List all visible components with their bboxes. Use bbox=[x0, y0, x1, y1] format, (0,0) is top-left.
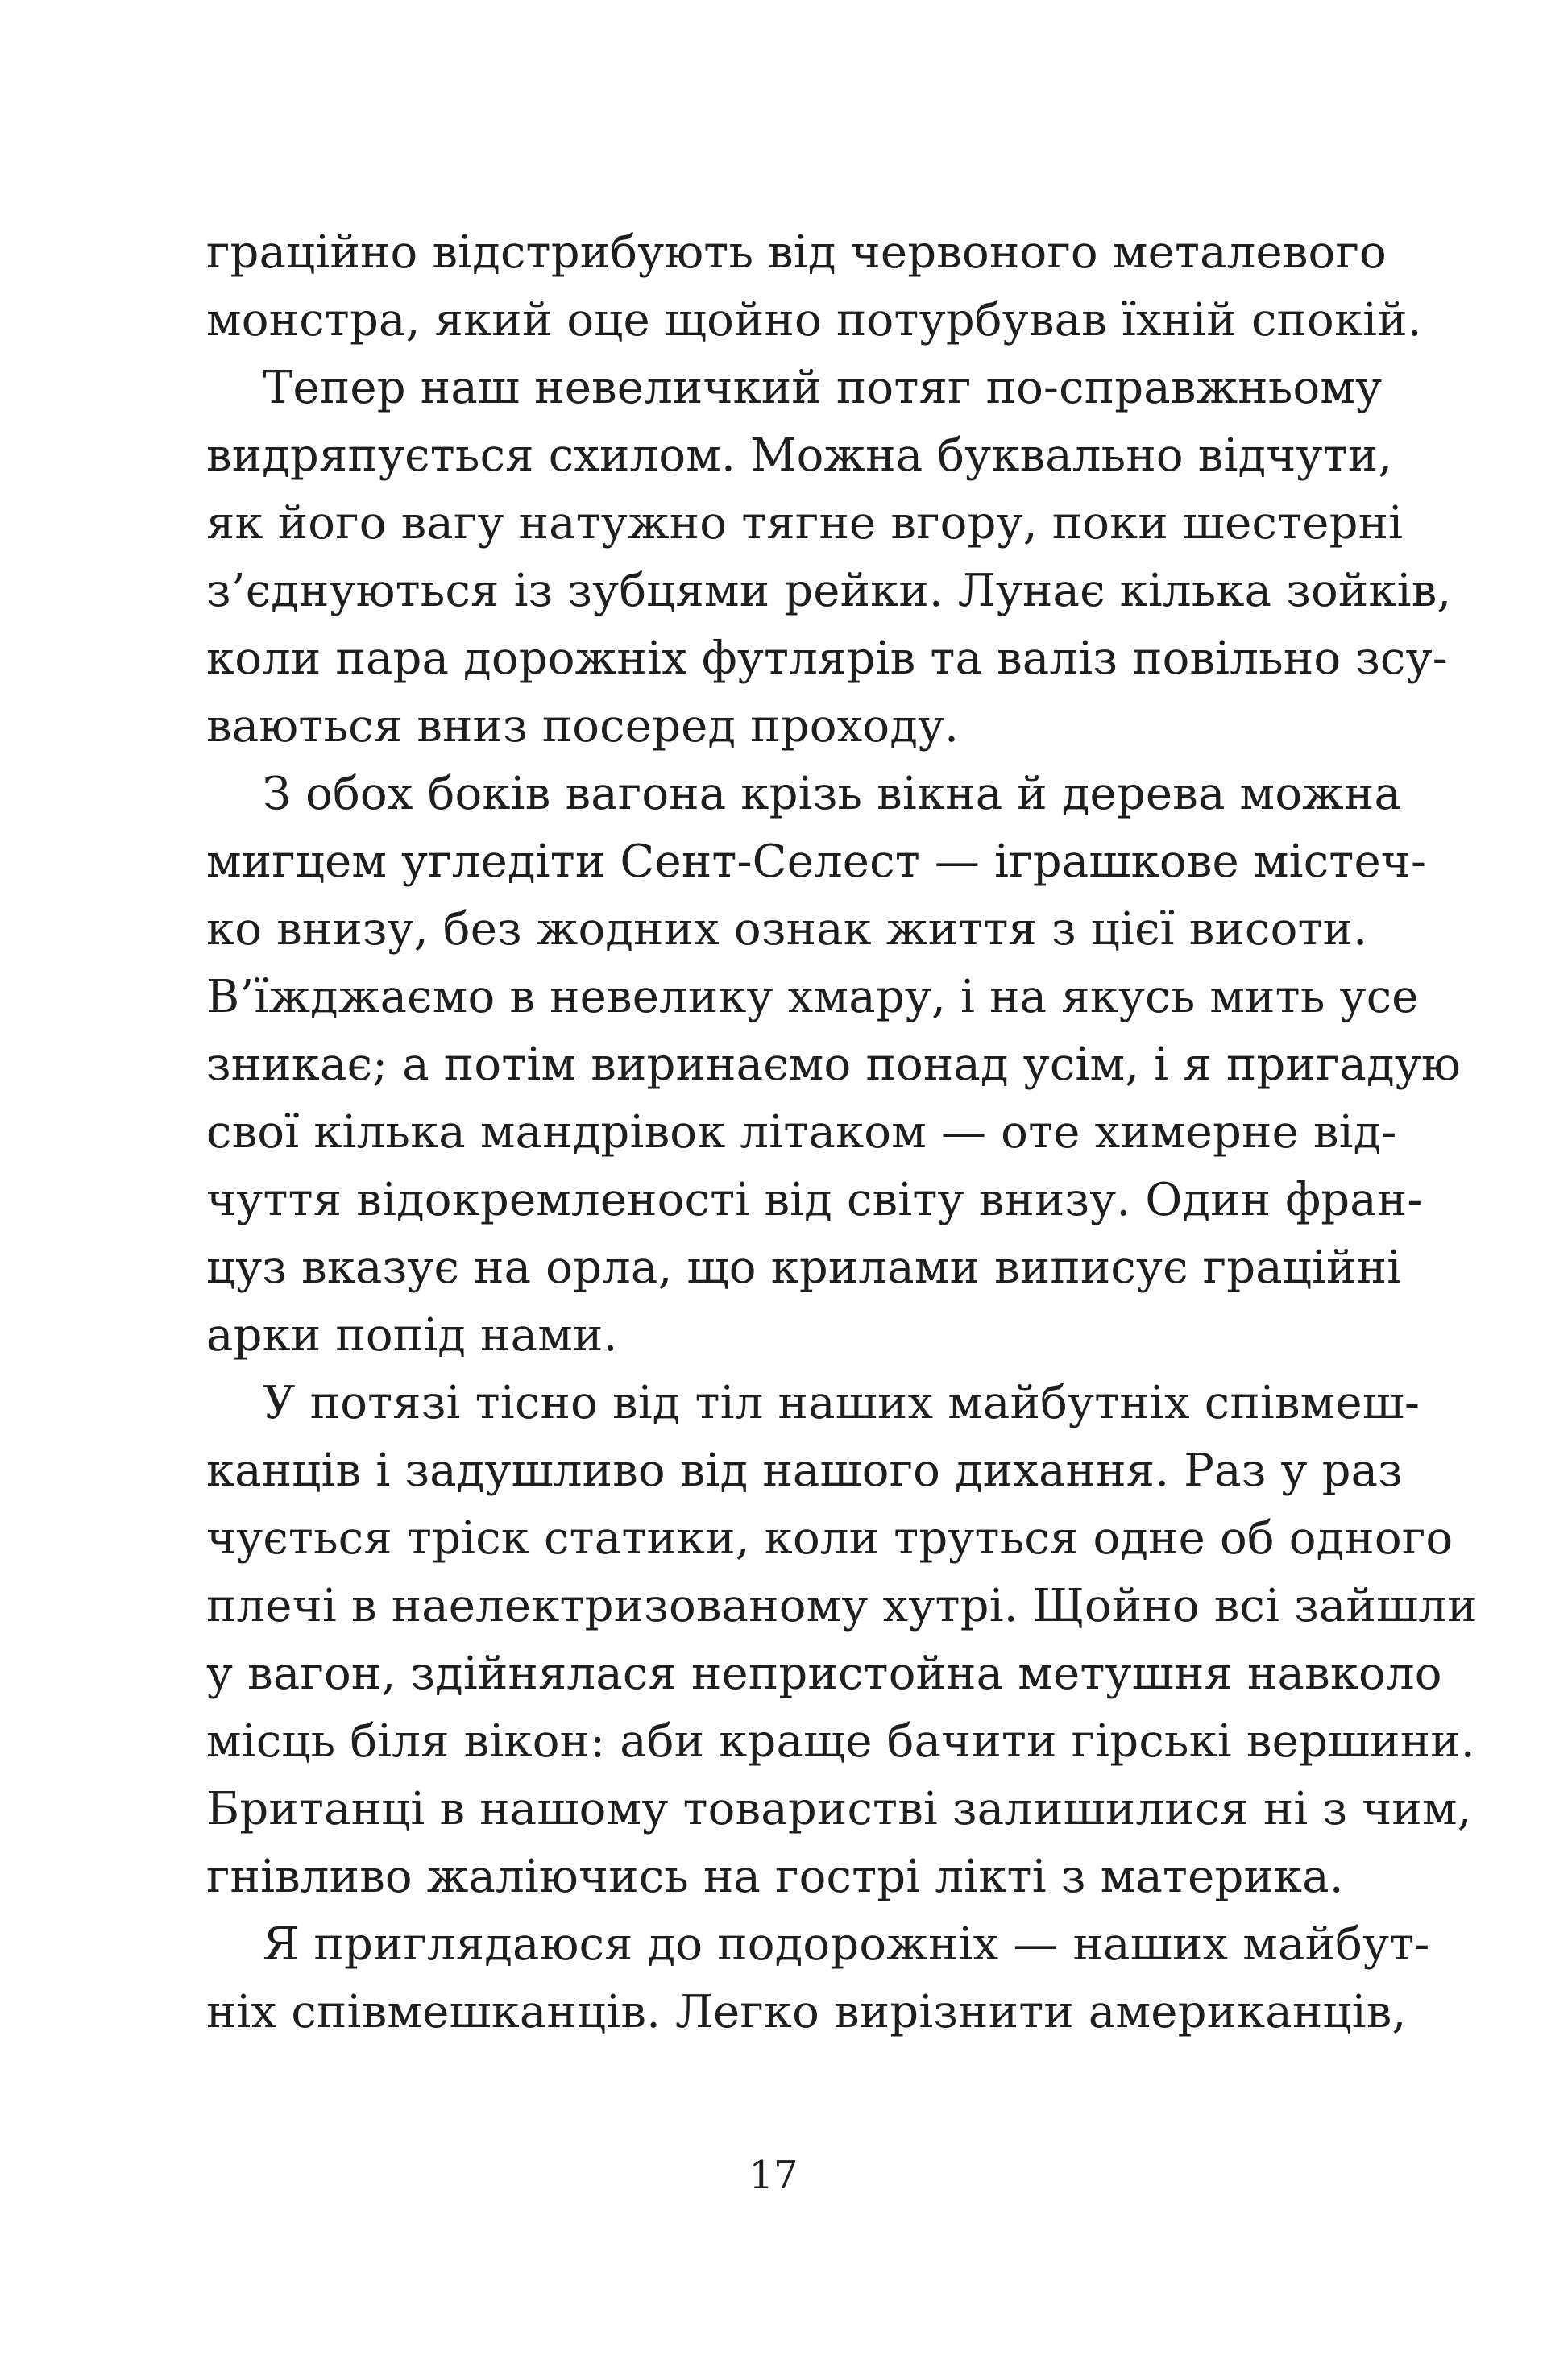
text-line: у вагон, здійнялася непристойна метушня навколо bbox=[206, 1648, 1442, 1700]
paragraph bbox=[206, 355, 1452, 761]
text-line: арки попід нами. bbox=[206, 1309, 618, 1362]
text-line: зникає; а потім виринаємо понад усім, і я пригадую bbox=[206, 1039, 1461, 1091]
page-text bbox=[206, 219, 1478, 2046]
text-line: гнівливо жаліючись на гострі лікті з материка. bbox=[206, 1851, 1344, 1903]
paragraph bbox=[206, 1911, 1430, 2046]
page-number: 17 bbox=[749, 2153, 798, 2198]
text-line: чується тріск статики, коли труться одне об одного bbox=[206, 1512, 1454, 1565]
text-line: Я приглядаюся до подорожніх — наших майбут- bbox=[263, 1918, 1430, 1971]
text-line: Британці в нашому товаристві залишилися ні з чим, bbox=[206, 1783, 1472, 1835]
text-line: У потязі тісно від тіл наших майбутніх співмеш- bbox=[263, 1377, 1421, 1429]
text-line: коли пара дорожніх футлярів та валіз повільно зсу- bbox=[206, 632, 1448, 685]
text-line: ко внизу, без жодних ознак життя з цієї висоти. bbox=[206, 903, 1368, 956]
text-line: З обох боків вагона крізь вікна й дерева можна bbox=[263, 768, 1402, 820]
text-line: граційно відстрибують від червоного металевого bbox=[206, 226, 1387, 279]
text-line: Тепер наш невеличкий потяг по-справжньому bbox=[263, 362, 1383, 414]
text-line: як його вагу натужно тягне вгору, поки шестерні bbox=[206, 497, 1404, 549]
text-line: ніх співмешканців. Легко вирізнити американців, bbox=[206, 1986, 1407, 2038]
text-line: свої кілька мандрівок літаком — оте химерне від- bbox=[206, 1106, 1397, 1159]
text-line: В’їжджаємо в невелику хмару, і на якусь мить усе bbox=[206, 971, 1419, 1023]
text-line: монстра, який оце щойно потурбував їхній спокій. bbox=[206, 294, 1422, 346]
paragraph bbox=[206, 1370, 1478, 1911]
text-line: плечі в наелектризованому хутрі. Щойно всі зайшли bbox=[206, 1580, 1478, 1632]
text-line: ваються вниз посеред проходу. bbox=[206, 700, 960, 753]
text-line: місць біля вікон: аби краще бачити гірські вершини. bbox=[206, 1715, 1475, 1768]
text-line: цуз вказує на орла, що крилами виписує граційні bbox=[206, 1242, 1402, 1294]
paragraph bbox=[206, 761, 1461, 1370]
text-line: канців і задушливо від нашого дихання. Раз у раз bbox=[206, 1445, 1403, 1497]
text-line: мигцем угледіти Сент-Селест — іграшкове містеч- bbox=[206, 835, 1427, 888]
paragraph bbox=[206, 219, 1422, 355]
text-line: з’єднуються із зубцями рейки. Лунає кілька зойків, bbox=[206, 565, 1452, 617]
text-line: чуття відокремленості від світу внизу. Один фран- bbox=[206, 1174, 1423, 1226]
text-line: видряпується схилом. Можна буквально відчути, bbox=[206, 429, 1393, 482]
